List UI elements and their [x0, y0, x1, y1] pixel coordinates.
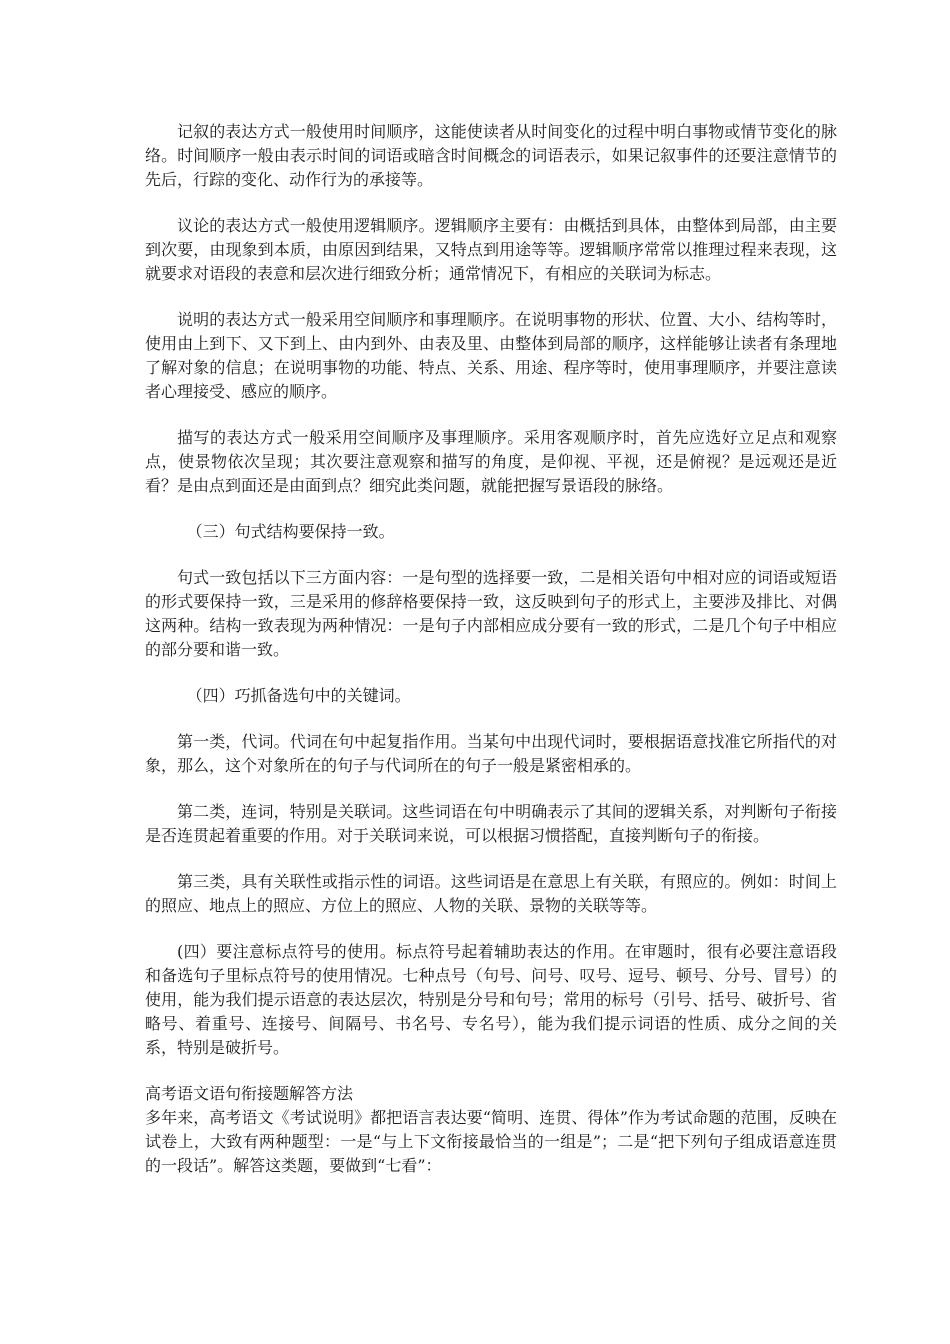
- paragraph-pronouns: 第一类，代词。代词在句中起复指作用。当某句中出现代词时，要根据语意找准它所指代的对象，那么，这个对象所在的句子与代词所在的句子一般是紧密相承的。: [145, 732, 837, 775]
- heading-sentence-structure: （三）句式结构要保持一致。: [186, 522, 395, 541]
- closing-paragraph: 多年来，高考语文《考试说明》都把语言表达要“简明、连贯、得体”作为考试命题的范围，反映在试卷上，大致有两种题型：一是“与上下文衔接最恰当的一组是”；二是“把下列句子组成语意连贯的一段话”。解答这类题，要做到“七看”：: [145, 1108, 837, 1175]
- paragraph-description-order: 描写的表达方式一般采用空间顺序及事理顺序。采用客观顺序时，首先应选好立足点和观察点，使景物依次呈现；其次要注意观察和描写的角度，是仰视、平视，还是俯视？是远观还是近看？是由点到面还是由面到点？细究此类问题，就能把握写景语段的脉络。: [145, 428, 837, 495]
- paragraph-argument-order: 议论的表达方式一般使用逻辑顺序。逻辑顺序主要有：由概括到具体，由整体到局部，由主要到次要，由现象到本质，由原因到结果，又特点到用途等等。逻辑顺序常常以推理过程来表现，这就要求对语段的表意和层次进行细致分析；通常情况下，有相应的关联词为标志。: [145, 216, 837, 283]
- paragraph-narrative-order: 记叙的表达方式一般使用时间顺序，这能使读者从时间变化的过程中明白事物或情节变化的脉络。时间顺序一般由表示时间的词语或暗含时间概念的词语表示，如果记叙事件的还要注意情节的先后，行踪的变化、动作行为的承接等。: [145, 122, 837, 189]
- paragraph-conjunctions: 第二类，连词，特别是关联词。这些词语在句中明确表示了其间的逻辑关系，对判断句子衔接是否连贯起着重要的作用。对于关联词来说，可以根据习惯搭配，直接判断句子的衔接。: [145, 802, 837, 845]
- document-body: [145, 120, 837, 1178]
- paragraph-sentence-consistency: 句式一致包括以下三方面内容：一是句型的选择要一致，二是相关语句中相对应的词语或短语的形式要保持一致，三是采用的修辞格要保持一致，这反映到句子的形式上，主要涉及排比、对偶这两种。结构一致表现为两种情况：一是句子内部相应成分要有一致的形式，二是几个句子中相应的部分要和谐一致。: [145, 568, 837, 659]
- section-title: 高考语文语句衔接题解答方法: [145, 1084, 354, 1103]
- heading-keywords: （四）巧抓备选句中的关键词。: [186, 686, 411, 705]
- paragraph-punctuation: (四）要注意标点符号的使用。标点符号起着辅助表达的作用。在审题时，很有必要注意语段和备选句子里标点符号的使用情况。七种点号（句号、问号、叹号、逗号、顿号、分号、冒号）的使用，能为我们提示语意的表达层次，特别是分号和句号；常用的标号（引号、括号、破折号、省略号、着重号、连接号、间隔号、书名号、专名号），能为我们提示词语的性质、成分之间的关系，特别是破折号。: [145, 942, 837, 1057]
- paragraph-referential-words: 第三类，具有关联性或指示性的词语。这些词语是在意思上有关联，有照应的。例如：时间上的照应、地点上的照应、方位上的照应、人物的关联、景物的关联等等。: [145, 872, 837, 915]
- paragraph-exposition-order: 说明的表达方式一般采用空间顺序和事理顺序。在说明事物的形状、位置、大小、结构等时，使用由上到下、又下到上、由内到外、由表及里、由整体到局部的顺序，这样能够让读者有条理地了解对象的信息；在说明事物的功能、特点、关系、用途、程序等时，使用事理顺序，并要注意读者心理接受、感应的顺序。: [145, 310, 837, 401]
